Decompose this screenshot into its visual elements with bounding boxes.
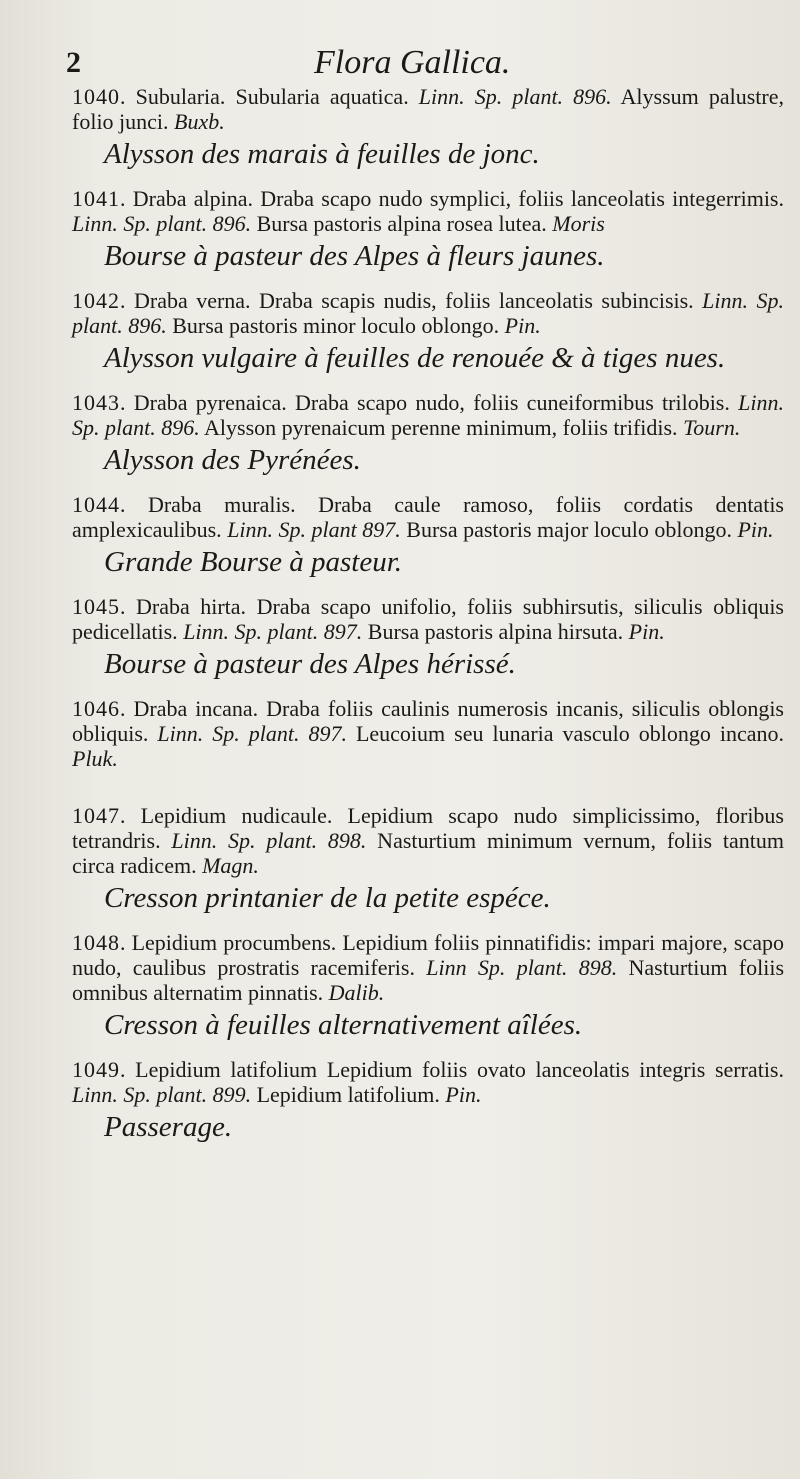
entry-number: 1044: [72, 492, 120, 517]
blank-gap: [72, 771, 784, 791]
entry-reference: Pin.: [445, 1082, 482, 1107]
entry-number: 1042: [72, 288, 120, 313]
entry-1040: [72, 84, 784, 174]
entry-number: 1048: [72, 930, 120, 955]
entry-1043: [72, 390, 784, 480]
french-name: Alysson des Pyrénées.: [104, 444, 361, 476]
french-name: Cresson à feuilles alternativement aîlées.: [104, 1009, 583, 1041]
entry-1048: [72, 930, 784, 1045]
entry-1042: [72, 288, 784, 378]
entry-reference: Magn.: [202, 853, 259, 878]
entry-reference: Linn. Sp. plant. 896.: [72, 288, 784, 338]
entry-text: 1045. Draba hirta. Draba scapo unifolio, foliis subhirsutis, siliculis obliquis pedicellatis. Linn. Sp. plant. 897. Bursa pastoris alpina hirsuta. Pin.: [72, 594, 784, 644]
entry-reference: Linn. Sp. plant. 897.: [157, 721, 347, 746]
page-body: [72, 84, 784, 1159]
entry-reference: Linn. Sp. plant. 899.: [72, 1082, 252, 1107]
french-name: Passerage.: [104, 1111, 233, 1143]
entry-reference: Linn. Sp. plant. 896.: [72, 211, 252, 236]
entry-1041: [72, 186, 784, 276]
entry-reference: Linn. Sp. plant. 897.: [183, 619, 363, 644]
entry-reference: Dalib.: [328, 980, 385, 1005]
french-name: Grande Bourse à pasteur.: [104, 546, 403, 578]
entry-number: 1040: [72, 84, 120, 109]
entry-reference: Moris: [552, 211, 605, 236]
entry-text: 1042. Draba verna. Draba scapis nudis, foliis lanceolatis subincisis. Linn. Sp. plant. 896. Bursa pastoris minor loculo oblongo. Pin.: [72, 288, 784, 338]
entry-reference: Linn Sp. plant. 898.: [426, 955, 618, 980]
entry-number: 1049: [72, 1057, 120, 1082]
entry-reference: Pin.: [737, 517, 774, 542]
entry-number: 1047: [72, 803, 120, 828]
entry-text: 1044. Draba muralis. Draba caule ramoso, foliis cordatis dentatis amplexicaulibus. Linn. Sp. plant 897. Bursa pastoris major loculo oblongo. Pin.: [72, 492, 784, 542]
entry-number: 1045: [72, 594, 120, 619]
french-name: Cresson printanier de la petite espéce.: [104, 882, 551, 914]
entry-reference: Tourn.: [683, 415, 741, 440]
french-name: Alysson des marais à feuilles de jonc.: [104, 138, 540, 170]
entry-reference: Linn. Sp. plant. 896.: [72, 390, 784, 440]
entry-1045: [72, 594, 784, 684]
entry-number: 1046: [72, 696, 120, 721]
entry-reference: Pin.: [628, 619, 665, 644]
entry-reference: Linn. Sp. plant. 896.: [418, 84, 612, 109]
french-name: Bourse à pasteur des Alpes à fleurs jaunes.: [104, 240, 605, 272]
entry-reference: Pluk.: [72, 746, 118, 771]
french-name: Bourse à pasteur des Alpes hérissé.: [104, 648, 516, 680]
entry-number: 1043: [72, 390, 120, 415]
page-number: 2: [66, 46, 81, 79]
entry-text: 1049. Lepidium latifolium Lepidium foliis ovato lanceolatis integris serratis. Linn. Sp. plant. 899. Lepidium latifolium. Pin.: [72, 1057, 784, 1107]
entry-text: 1046. Draba incana. Draba foliis caulinis numerosis incanis, siliculis oblongis obliquis. Linn. Sp. plant. 897. Leucoium seu lunaria vasculo oblongo incano. Pluk.: [72, 696, 784, 771]
entry-1047: [72, 803, 784, 918]
entry-1049: [72, 1057, 784, 1147]
entry-reference: Buxb.: [174, 109, 225, 134]
french-name: Alysson vulgaire à feuilles de renouée & à tiges nues.: [104, 342, 726, 374]
entry-1046: [72, 696, 784, 791]
entry-text: 1047. Lepidium nudicaule. Lepidium scapo nudo simplicissimo, floribus tetrandris. Linn. Sp. plant. 898. Nasturtium minimum vernum, foliis tantum circa radicem. Magn.: [72, 803, 784, 878]
entry-text: 1041. Draba alpina. Draba scapo nudo symplici, foliis lanceolatis integerrimis. Linn. Sp. plant. 896. Bursa pastoris alpina rosea lutea. Moris: [72, 186, 784, 236]
entry-number: 1041: [72, 186, 120, 211]
entry-reference: Pin.: [504, 313, 541, 338]
entry-1044: [72, 492, 784, 582]
entry-text: 1040. Subularia. Subularia aquatica. Linn. Sp. plant. 896. Alyssum palustre, folio junci. Buxb.: [72, 84, 785, 134]
entry-text: 1043. Draba pyrenaica. Draba scapo nudo, foliis cuneiformibus trilobis. Linn. Sp. plant. 896. Alysson pyrenaicum perenne minimum, foliis trifidis. Tourn.: [72, 390, 784, 440]
entry-reference: Linn. Sp. plant. 898.: [171, 828, 367, 853]
entry-text: 1048. Lepidium procumbens. Lepidium foliis pinnatifidis: impari majore, scapo nudo, caulibus prostratis racemiferis. Linn Sp. plant. 898. Nasturtium foliis omnibus alternatim pinnatis. Dalib.: [72, 930, 785, 1005]
running-title: Flora Gallica.: [314, 44, 511, 81]
entry-reference: Linn. Sp. plant 897.: [227, 517, 401, 542]
